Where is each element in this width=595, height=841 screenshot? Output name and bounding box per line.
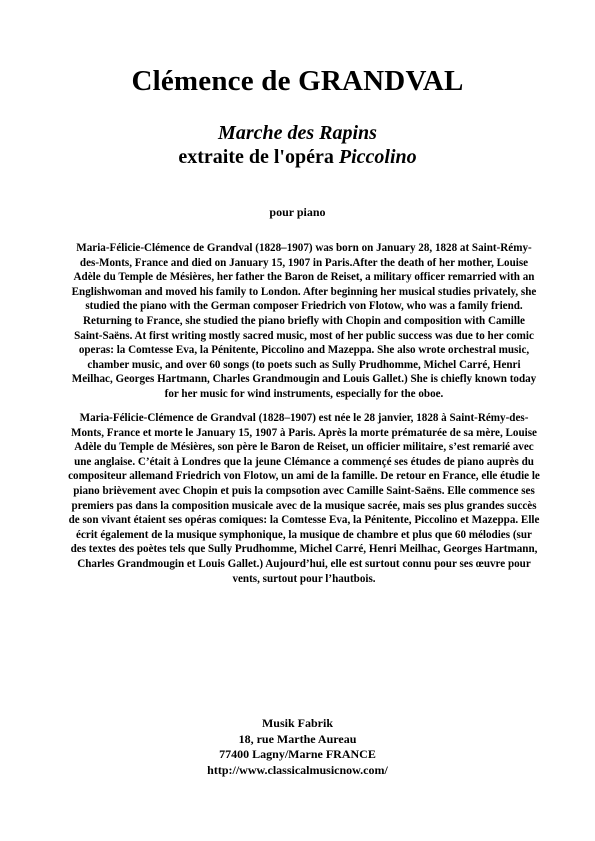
- work-subtitle-prefix: extraite de l'opéra: [178, 146, 339, 168]
- publisher-url: http://www.classicalmusicnow.com/: [207, 762, 388, 777]
- work-title: [0, 121, 595, 169]
- work-title-main: Marche des Rapins: [218, 122, 377, 144]
- biography-english: Maria-Félicie-Clémence de Grandval (1828–1907) was born on January 28, 1828 at Saint-Rémy-des-Monts, France and died on January 15, 1907 in Paris.After the death of her mother, Louise Adèle du Temple de Mésières, her father the Baron de Reiset, a military officer remarried with an Englishwoman and moved his family to London. After beginning her musical studies privately, she studied the piano with the German composer Friedrich von Flotow, who was a family friend. Returning to France, she studied the piano briefly with Chopin and composition with Camille Saint-Saëns. At first writing mostly sacred music, most of her public success was due to her comic operas: la Comtesse Eva, la Pénitente, Piccolino and Mazeppa. She also wrote orchestral music, chamber music, and over 60 songs (to poets such as Sully Prudhomme, Michel Carré, Henri Meilhac, Georges Hartmann, Charles Grandmougin and Louis Gallet.) She is chiefly known today for her music for wind instruments, especially for the oboe.: [71, 242, 537, 400]
- publisher-block: [0, 716, 595, 778]
- publisher-city: 77400 Lagny/Marne FRANCE: [219, 747, 376, 761]
- publisher-name: Musik Fabrik: [261, 716, 333, 730]
- composer-name: Clémence de GRANDVAL: [131, 65, 464, 97]
- work-subtitle: [0, 145, 595, 169]
- publisher-street: 18, rue Marthe Aureau: [238, 731, 357, 746]
- opera-name: Piccolino: [338, 146, 417, 168]
- instrumentation: pour piano: [269, 205, 326, 219]
- biography-french: Maria-Félicie-Clémence de Grandval (1828–1907) est née le 28 janvier, 1828 à Saint-Rémy-des-Monts, France et morte le January 15, 1907 à Paris. Après la morte prématurée de sa mère, Louise Adèle du Temple de Mésières, son père le Baron de Reiset, un officier militaire, s’est remarié avec une anglaise. C’était à Londres que la jeune Clémance a commençé ses études de piano auprès du compositeur allemand Friedrich von Flotow, un ami de la famille. De retour en France, elle étudie le piano brièvement avec Chopin et puis la compsotion avec Camille Saint-Saëns. Elle commence ses premiers pas dans la composition musicale avec de la musique sacrée, mais ses plus grandes succès de son vivant étaient ses opéras comiques: la Comtesse Eva, la Pénitente, Piccolino et Mazeppa. Elle écrit également de la musique symphonique, la musique de chambre et plus que 60 mélodies (sur des textes des poètes tels que Sully Prudhomme, Michel Carré, Henri Meilhac, Georges Hartmann, Charles Grandmougin et Louis Gallet.) Aujourd’hui, elle est surtout connu pour ses œuvre pour vents, surtout pour l’hautbois.: [68, 412, 540, 585]
